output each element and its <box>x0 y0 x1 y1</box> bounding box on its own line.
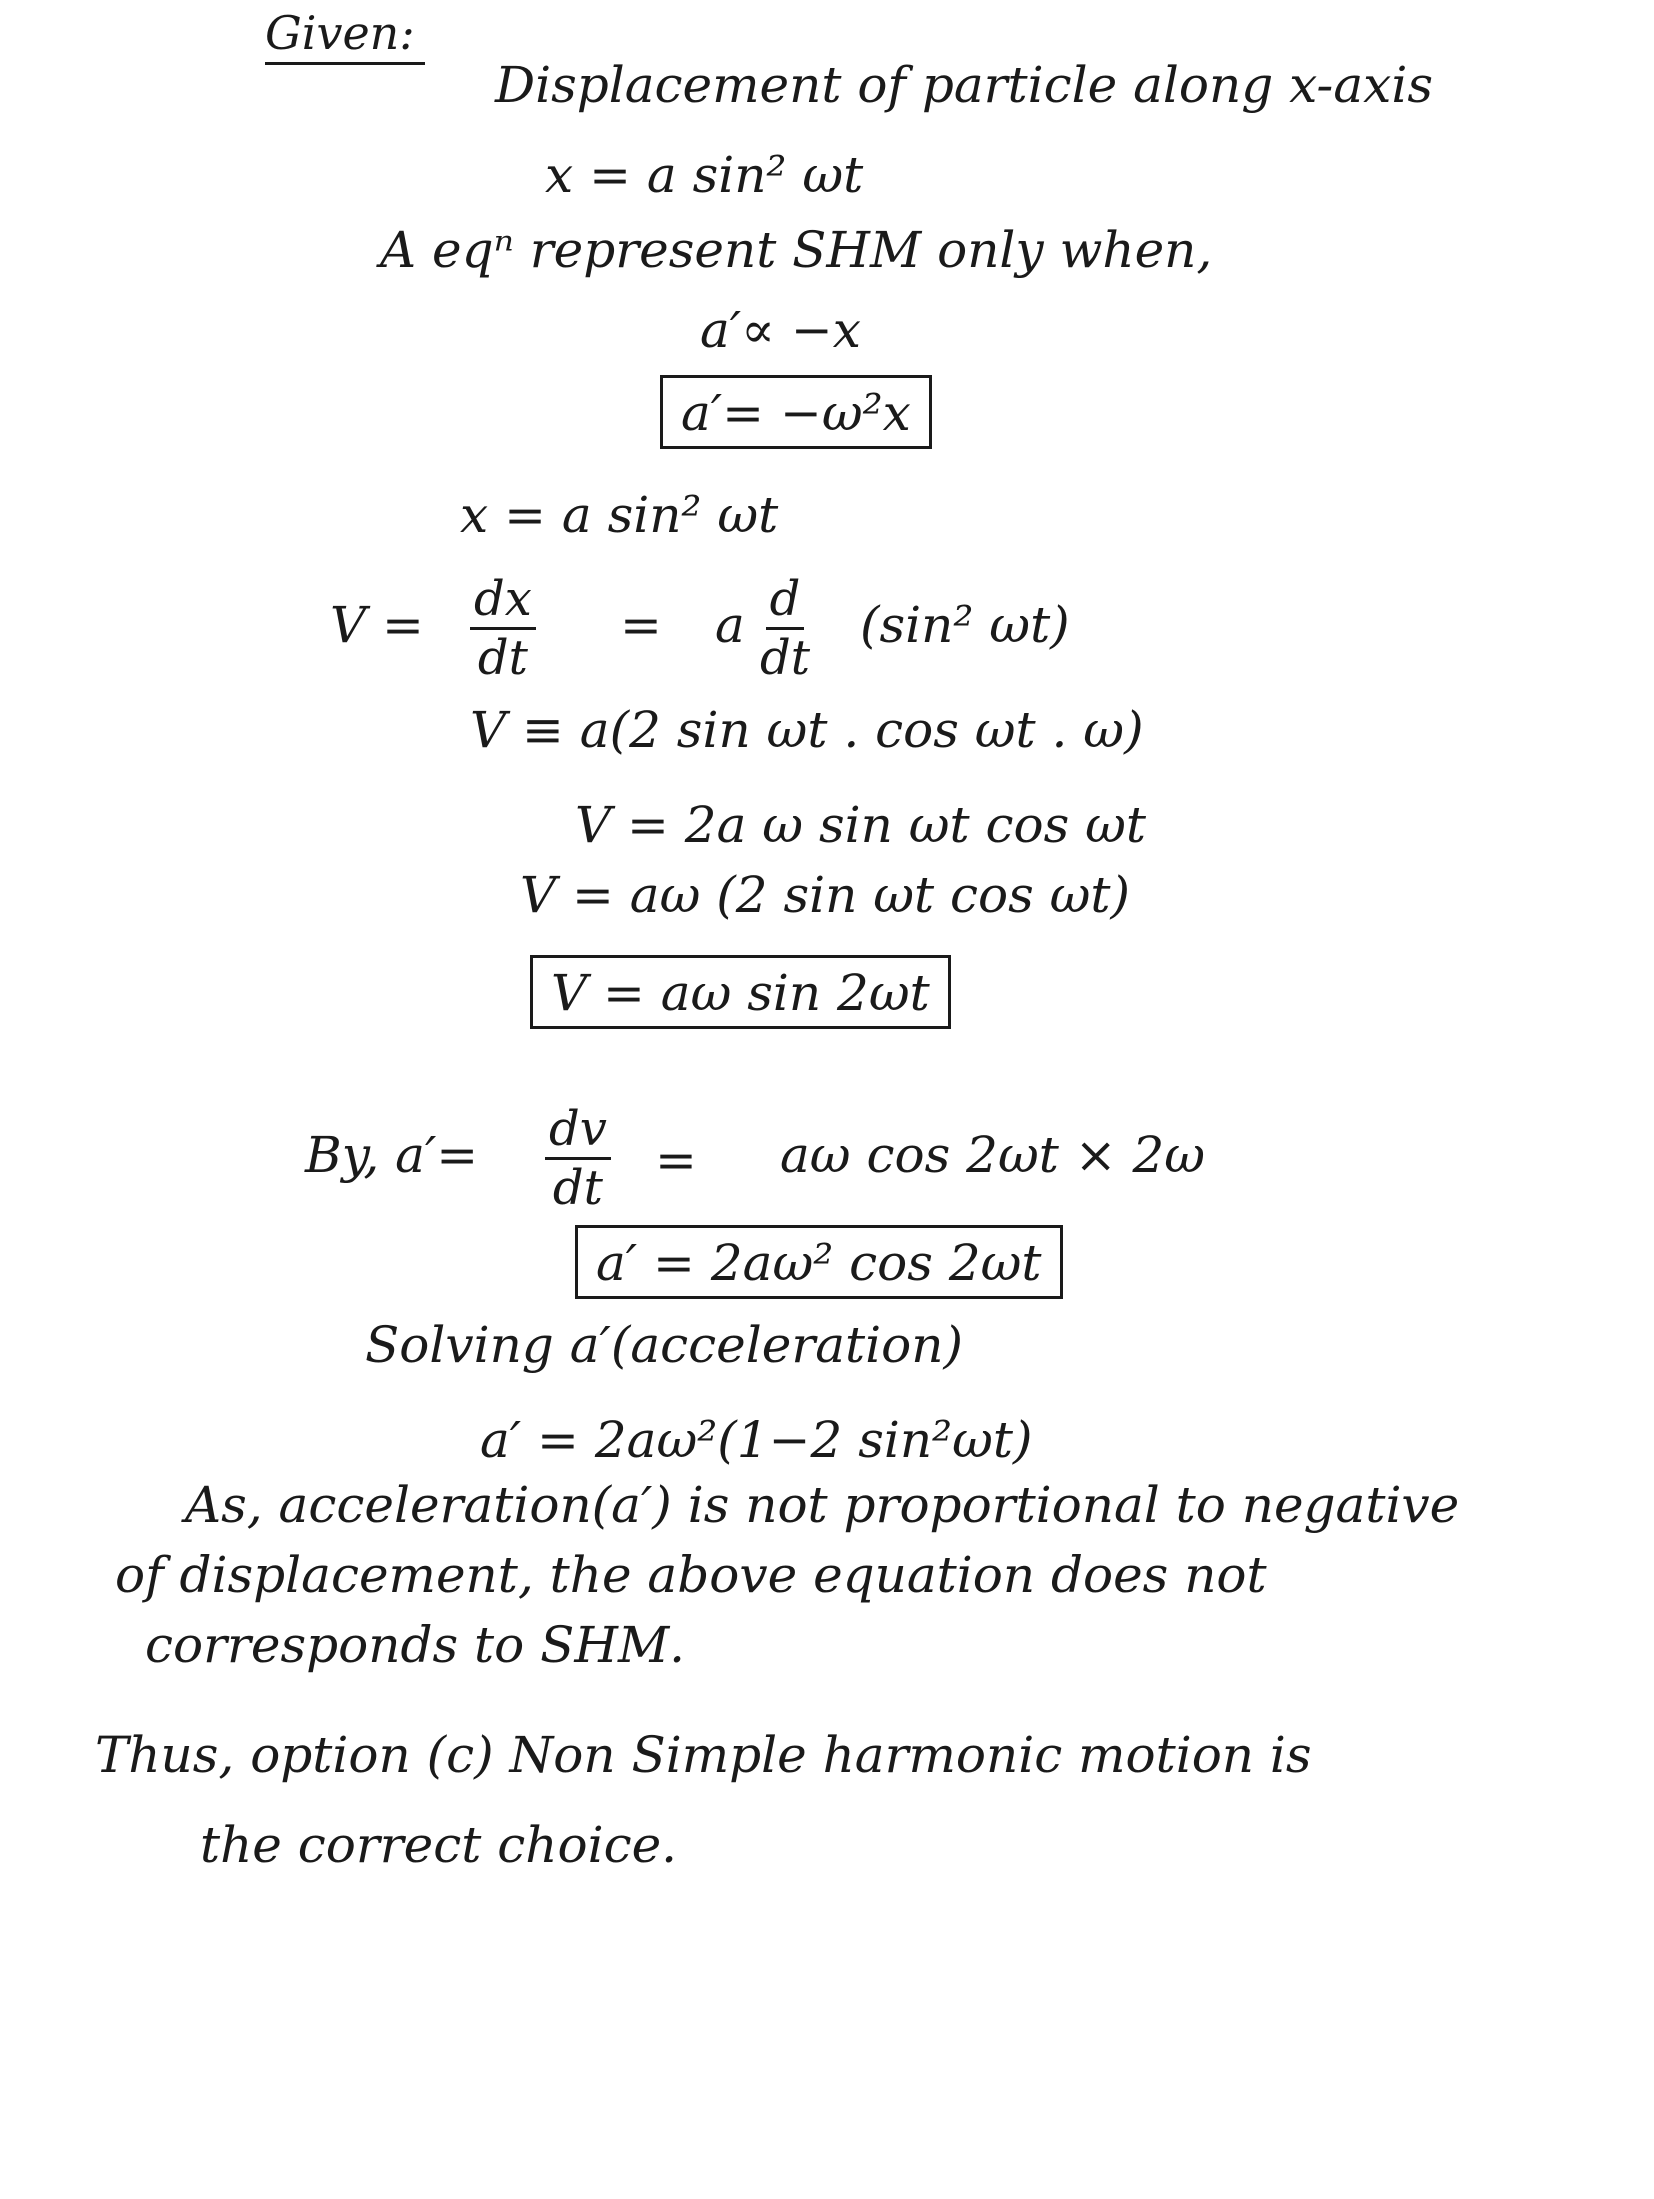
fraction-dx-dt <box>470 571 536 686</box>
velocity-equals-sign: = <box>620 596 662 654</box>
line-displacement-equation: x = a sin² ωt <box>545 146 864 204</box>
line-chain-rule: V ≡ a(2 sin ωt . cos ωt . ω) <box>470 701 1144 759</box>
fraction-numerator: dv <box>545 1105 611 1160</box>
fraction-dv-dt <box>545 1101 611 1216</box>
heading-underline <box>265 62 425 65</box>
velocity-lhs: V = <box>330 596 424 654</box>
conclusion-line-3: corresponds to SHM. <box>145 1616 686 1674</box>
velocity-derivative-argument: (sin² ωt) <box>860 596 1070 654</box>
acceleration-by: By, a′= <box>305 1126 479 1184</box>
conclusion-line-1: As, acceleration(a′) is not proportional to negative <box>185 1476 1460 1534</box>
conclusion-line-2: of displacement, the above equation does not <box>115 1546 1267 1604</box>
conclusion-line-4: Thus, option (c) Non Simple harmonic motion is <box>95 1726 1312 1784</box>
line-velocity-grouped: V = aω (2 sin ωt cos ωt) <box>520 866 1131 924</box>
fraction-d-dt <box>760 571 811 686</box>
line-displacement-statement: Displacement of particle along x-axis <box>495 56 1433 114</box>
boxed-shm-equation: a′= −ω²x <box>660 375 932 449</box>
line-acceleration-simplified: a′ = 2aω²(1−2 sin²ωt) <box>480 1411 1033 1469</box>
acceleration-derivative: aω cos 2ωt × 2ω <box>780 1126 1206 1184</box>
fraction-denominator: dt <box>477 630 528 686</box>
fraction-numerator: dx <box>470 575 536 630</box>
heading-given: Given: <box>265 6 415 60</box>
fraction-denominator: dt <box>760 630 811 686</box>
line-velocity-expanded: V = 2a ω sin ωt cos ωt <box>575 796 1146 854</box>
fraction-numerator: d <box>766 575 805 630</box>
line-solving-acceleration: Solving a′(acceleration) <box>365 1316 963 1374</box>
conclusion-line-5: the correct choice. <box>200 1816 678 1874</box>
line-proportionality: a′∝ −x <box>700 301 861 359</box>
line-restate-displacement: x = a sin² ωt <box>460 486 779 544</box>
acceleration-equals-sign: = <box>655 1131 697 1189</box>
velocity-coefficient: a <box>715 596 745 654</box>
line-shm-condition: A eqⁿ represent SHM only when, <box>380 221 1213 279</box>
boxed-velocity-result: V = aω sin 2ωt <box>530 955 951 1029</box>
boxed-acceleration-result: a′ = 2aω² cos 2ωt <box>575 1225 1063 1299</box>
fraction-denominator: dt <box>552 1160 603 1216</box>
